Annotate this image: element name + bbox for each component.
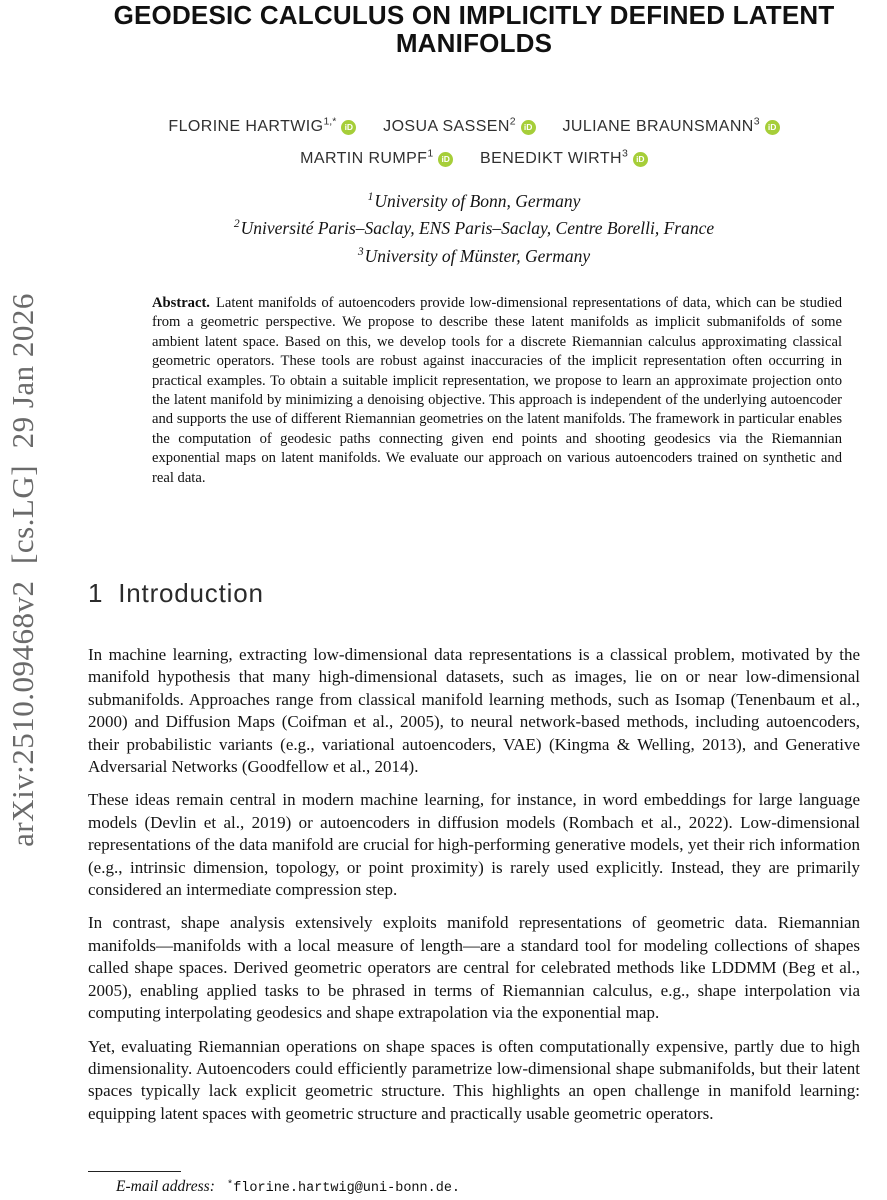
author-4 bbox=[300, 147, 453, 167]
affiliation-text: University of Münster, Germany bbox=[364, 245, 591, 266]
author-3 bbox=[563, 118, 780, 135]
orcid-icon[interactable]: iD bbox=[438, 152, 453, 167]
footnote-divider bbox=[88, 1171, 181, 1172]
abstract-block bbox=[152, 294, 842, 488]
affiliation-marker: 2 bbox=[233, 218, 240, 231]
author-list bbox=[88, 109, 860, 172]
author-name: FLORINE HARTWIG bbox=[168, 118, 324, 136]
intro-paragraph-2: These ideas remain central in modern machine learning, for instance, in word embeddings for large language models (Devlin et al., 2019) or autoencoders in diffusion models (Rombach et al., 2022). Low-dimensional representations of the data manifold are crucial for high-performing generative models, yet their rich information (e.g., intrinsic dimension, topology, or point proximity) is rarely used explicitly. Instead, they are primarily considered an intermediate compression step. bbox=[88, 790, 860, 900]
orcid-icon[interactable]: iD bbox=[341, 120, 356, 135]
affiliation-marker: 1 bbox=[367, 191, 374, 203]
author-name: MARTIN RUMPF bbox=[300, 149, 428, 167]
author-5 bbox=[480, 147, 648, 167]
affiliation-text: University of Bonn, Germany bbox=[374, 190, 581, 211]
intro-paragraph-1: In machine learning, extracting low-dimensional data representations is a classical problem, motivated by the manifold hypothesis that many high-dimensional datasets, such as images, lie on or near low-dimensional submanifolds. Approaches range from classical manifold learning methods, such as Isomap (Tenenbaum et al., 2000) and Diffusion Maps (Coifman et al., 2005), to neural network-based methods, including autoencoders, their probabilistic variants (e.g., variational autoencoders, VAE) (Kingma & Welling, 2013), and Generative Adversarial Networks (Goodfellow et al., 2014). bbox=[88, 645, 860, 777]
abstract-label: Abstract. bbox=[152, 295, 210, 311]
paper-title-line2: MANIFOLDS bbox=[395, 28, 553, 58]
orcid-icon[interactable]: iD bbox=[521, 120, 536, 135]
affiliation-line bbox=[88, 241, 860, 268]
affiliation-text: Université Paris–Saclay, ENS Paris–Saclay, Centre Borelli, France bbox=[240, 218, 715, 239]
email-address[interactable]: florine.hartwig@uni-bonn.de. bbox=[233, 1181, 461, 1196]
author-name: BENEDIKT WIRTH bbox=[480, 149, 622, 167]
email-link[interactable] bbox=[227, 1181, 460, 1196]
orcid-icon[interactable]: iD bbox=[765, 120, 780, 135]
author-affiliation-marker: 3 bbox=[753, 116, 760, 128]
affiliation-line bbox=[88, 213, 860, 240]
paper-title bbox=[88, 1, 860, 57]
author-2 bbox=[383, 118, 535, 135]
intro-paragraph-3: In contrast, shape analysis extensively exploits manifold representations of geometric data. Riemannian manifolds—manifolds with a local measure of length—are a standard tool for modeling collections of shapes called shape spaces. Derived geometric operators are central for celebrated methods like LDDMM (Beg et al., 2005), enabling applied tasks to be phrased in terms of Riemannian calculus, e.g., shape interpolation via computing interpolating geodesics and shape extrapolation via the exponential map. bbox=[88, 913, 860, 1023]
section-heading-introduction bbox=[88, 578, 264, 609]
author-row-2 bbox=[88, 140, 860, 171]
author-affiliation-marker: 1 bbox=[427, 147, 434, 160]
introduction-body bbox=[88, 644, 860, 1136]
corresponding-author-marker: * bbox=[226, 1179, 234, 1191]
intro-paragraph-4: Yet, evaluating Riemannian operations on shape spaces is often computationally expensive, partly due to high dimensionality. Autoencoders could efficiently parametrize low-dimensional shape submanifolds, but their latent spaces typically lack explicit geometric structure. This highlights an open challenge in manifold learning: equipping latent spaces with geometric structure and practically usable geometric operators. bbox=[88, 1036, 860, 1123]
author-name: JOSUA SASSEN bbox=[383, 118, 510, 136]
author-affiliation-marker: 3 bbox=[621, 147, 628, 160]
author-name: JULIANE BRAUNSMANN bbox=[562, 118, 754, 136]
author-affiliation-marker: 2 bbox=[509, 116, 516, 128]
affiliation-list bbox=[88, 186, 860, 268]
paper-content bbox=[88, 0, 860, 1200]
orcid-icon[interactable]: iD bbox=[633, 152, 648, 167]
abstract-text: Latent manifolds of autoencoders provide low-dimensional representations of data, which can be studied from a geometric perspective. We propose to describe these latent manifolds as implicit submanifolds of some ambient latent space. Based on this, we develop tools for a discrete Riemannian calculus approximating classical geometric operators. These tools are robust against inaccuracies of the implicit representation often occurring in practical examples. To obtain a suitable implicit representation, we propose to learn an approximate projection onto the latent manifold by minimizing a denoising objective. This approach is independent of the underlying autoencoder and supports the use of different Riemannian geometries on the latent manifolds. The framework in particular enables the computation of geodesic paths connecting given end points and shooting geodesics via the Riemannian exponential maps on latent manifolds. We evaluate our approach on various autoencoders trained on synthetic and real data. bbox=[152, 295, 842, 486]
affiliation-marker: 3 bbox=[357, 245, 364, 258]
author-row-1 bbox=[88, 109, 860, 140]
email-footnote-label: E-mail address: bbox=[116, 1178, 215, 1195]
affiliation-line bbox=[88, 186, 860, 213]
section-number: 1 bbox=[88, 578, 104, 608]
section-title: Introduction bbox=[118, 578, 264, 608]
author-1 bbox=[168, 118, 356, 135]
email-footnote bbox=[116, 1178, 460, 1196]
author-affiliation-marker: 1,* bbox=[323, 116, 337, 128]
arxiv-watermark: arXiv:2510.09468v2 [cs.LG] 29 Jan 2026 bbox=[5, 293, 40, 847]
paper-title-line1: GEODESIC CALCULUS ON IMPLICITLY DEFINED LATENT bbox=[113, 0, 835, 30]
